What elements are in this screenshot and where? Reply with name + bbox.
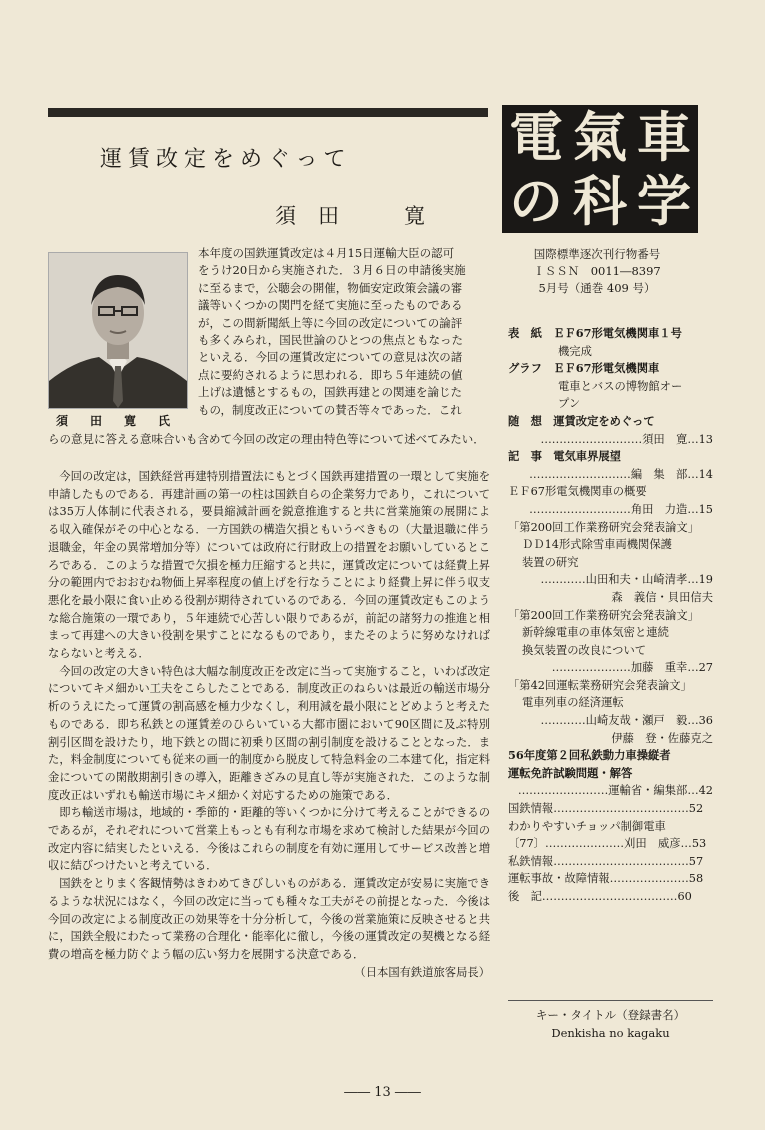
- logo-glyph: の: [509, 169, 563, 233]
- body-paragraph: 即ち輸送市場は，地域的・季節的・距離的等いくつかに分けて考えることができるのであるが，それぞれについて営業上もっとも有利な市場を求めて検討した結果が今回の改定内容に結実したといえる．今後はこれらの制度を有効に運用してサービス改善と増収に結びつけたいと考えている．: [48, 806, 490, 873]
- issn-block: [502, 246, 692, 297]
- intro-line: をうけ20日から実施された．３月６日の申請後実施: [198, 263, 466, 278]
- toc-line: 私鉄情報………………………………57: [508, 854, 704, 868]
- divider: [508, 1000, 713, 1001]
- toc-line: 記 事 電気車界展望: [508, 449, 621, 464]
- toc-line: ………………………編 集 部…14: [529, 467, 713, 481]
- toc-line: 56年度第２回私鉄動力車操縦者: [508, 748, 671, 763]
- toc-line: ＥＦ67形電気機関車の概要: [508, 485, 647, 499]
- header-rule: [48, 108, 488, 117]
- toc-line: 換気装置の改良について: [522, 643, 647, 657]
- intro-line: 議等いくつかの関門を経て実施に至ったものである: [198, 298, 463, 313]
- toc-line: …………………加藤 重幸…27: [551, 661, 713, 675]
- magazine-logo: [502, 105, 698, 233]
- toc-line: 電車とバスの博物館オー: [558, 379, 683, 393]
- toc-line: …………山田和夫・山崎清孝…19: [540, 573, 713, 587]
- photo-caption: 須 田 寛 氏: [56, 414, 176, 428]
- toc-line: わかりやすいチョッパ制御電車: [508, 819, 666, 833]
- intro-line: 本年度の国鉄運賃改定は４月15日運輸大臣の認可: [198, 246, 455, 260]
- toc-line: 運転事故・故障情報…………………58: [508, 872, 704, 886]
- toc-line: 「第200回工作業務研究会発表論文」: [508, 520, 700, 534]
- toc-line: プン: [558, 397, 581, 411]
- article-body: [48, 468, 490, 981]
- logo-glyph: 電: [509, 105, 563, 169]
- intro-line: が，この間新聞紙上等に今回の改定についての論評: [198, 315, 463, 330]
- toc-line: 機完成: [558, 344, 592, 358]
- toc-line: 表 紙 ＥＦ67形電気機関車１号: [508, 326, 682, 340]
- toc-line: 〔77〕…………………刈田 威彦…53: [508, 837, 707, 851]
- toc-line: 「第200回工作業務研究会発表論文」: [508, 608, 700, 622]
- intro-line: といえる．今回の運賃改定についての意見は次の諸: [198, 350, 463, 365]
- toc-line: 伊藤 登・佐藤克之: [611, 731, 713, 745]
- toc-line: 森 義信・貝田信夫: [611, 590, 713, 604]
- issn-number: ＩＳＳＮ 0011―8397: [533, 264, 661, 278]
- toc-line: グラフ ＥＦ67形電気機関車: [508, 361, 660, 376]
- intro-line: もの，制度改正についての賛否等々であった．これ: [198, 402, 462, 417]
- body-paragraph: 国鉄をとりまく客観情勢はきわめてきびしいものがある．運賃改定が安易に実施できるような状況にはなく，今回の改定に当っても種々な工夫がその前提となった．今後は今回の改定による制度改正の効果等を十分分析して，今後の営業施策に反映させると共に，国鉄全般にわたって業務の合理化・能率化に徹し，今後の運賃改定の契機となる経費の増高を極力防ぐよう幅の広い努力を展開する決意である．: [48, 877, 490, 961]
- issue-number: 5月号（通巻 409 号）: [538, 281, 656, 295]
- body-paragraph: 今回の改定の大きい特色は大幅な制度改正を改定に当って実施すること，いわば改定についてキメ細かい工夫をこらしたことである．制度改正のねらいは最近の輸送市場分析のうえにたって運賃の割高感を極力少なくし，利用減を最小限にとどめようと考えたものである．即ち私鉄との運賃差のひらいている大都市圏において90区間に及ぶ特別割引区間を設けたり，地下鉄との間に初乗り区間の割引制度を設けることとなった．また，料金制度についても従来の画一的制度から脱皮して特急料金の二本建て化，指定料金についての閑散期割引きの導入，距離きざみの見直し等が実施された．このような制度改正はいずれも輸送市場にキメ細かく対応するための施策である．: [48, 664, 490, 802]
- toc-line: 電車列車の経済運転: [522, 696, 624, 710]
- intro-text: [198, 245, 490, 419]
- key-title-label: キー・タイトル（登録書名）: [535, 1008, 686, 1022]
- toc-line: ………………………須田 寛…13: [540, 432, 713, 446]
- logo-glyph: 学: [637, 169, 691, 233]
- intro-line: に至るまで，公聴会の開催，物価安定政策会議の審: [198, 280, 463, 295]
- intro-line: 上げは遺憾とするもの，国鉄再建との関連を論じた: [198, 385, 463, 400]
- intro-line: も多くみられ，国民世論のひとつの焦点ともなった: [198, 333, 463, 348]
- toc-line: 新幹線電車の車体気密と連続: [522, 626, 669, 640]
- logo-glyph: 氣: [573, 105, 627, 169]
- author-affiliation: （日本国有鉄道旅客局長）: [354, 965, 490, 979]
- article-title: 運賃改定をめぐって: [100, 147, 352, 172]
- toc-line: 装置の研究: [522, 555, 579, 569]
- toc-line: 国鉄情報………………………………52: [508, 802, 704, 816]
- toc-line: 後 記………………………………60: [508, 890, 692, 903]
- intro-continued: らの意見に答える意味合いも含めて今回の改定の理由特色等について述べてみたい．: [48, 432, 485, 446]
- page-number: ―― 13 ――: [344, 1085, 421, 1100]
- body-paragraph: 今回の改定は，国鉄経営再建特別措置法にもとづく国鉄再建措置の一環として実施を申請したものである．再建計画の第一の柱は国鉄自らの企業努力であり，これについては35万人体制に代表される，要員縮減計画を鋭意推進すると共に営業施策の展開による収入確保がその中心となる．一方国鉄の構造欠損ともいうべきもの（大量退職に伴う退職金，年金の異常増加分等）については政府に行財政上の措置をお願いしているところである．このような措置で欠損を極力圧縮すると共に，運賃改定については経費上昇分の範囲内でおおむね物価上昇率程度の値上げを行なうことにより経費上昇に伴う収支悪化を最小限に食い止める役割が期待されているのである．今回の運賃改定もこのような総合施策の一環であり，５年連続で心苦しい限りであるが，前記の諸努力の推進と相まって再建への大きい役割を果すことになるものであり，またそのように努めなければならないと考える．: [48, 470, 490, 661]
- author-photo: [48, 252, 188, 409]
- logo-glyph: 車: [637, 105, 691, 169]
- article-author: 須田 寛: [275, 204, 447, 228]
- toc-line: ………………………角田 力造…15: [529, 502, 713, 516]
- toc-line: ……………………運輸省・編集部…42: [517, 784, 713, 798]
- logo-glyph: 科: [573, 169, 627, 233]
- toc-line: 随 想 運賃改定をめぐって: [508, 413, 655, 428]
- toc-line: 「第42回運転業務研究会発表論文」: [508, 678, 692, 692]
- toc-line: …………山崎友哉・瀬戸 毅…36: [540, 714, 713, 728]
- issn-label: 国際標準逐次刊行物番号: [533, 247, 661, 261]
- intro-line: 点に要約されるように思われる．即ち５年連続の値: [198, 367, 463, 382]
- table-of-contents: [508, 325, 713, 906]
- key-title: [508, 1006, 713, 1042]
- toc-line: 運転免許試験問題・解答: [508, 765, 633, 780]
- key-title-value: Denkisha no kagaku: [551, 1026, 670, 1040]
- toc-line: ＤＤ14形式除雪車両機関保護: [522, 538, 672, 552]
